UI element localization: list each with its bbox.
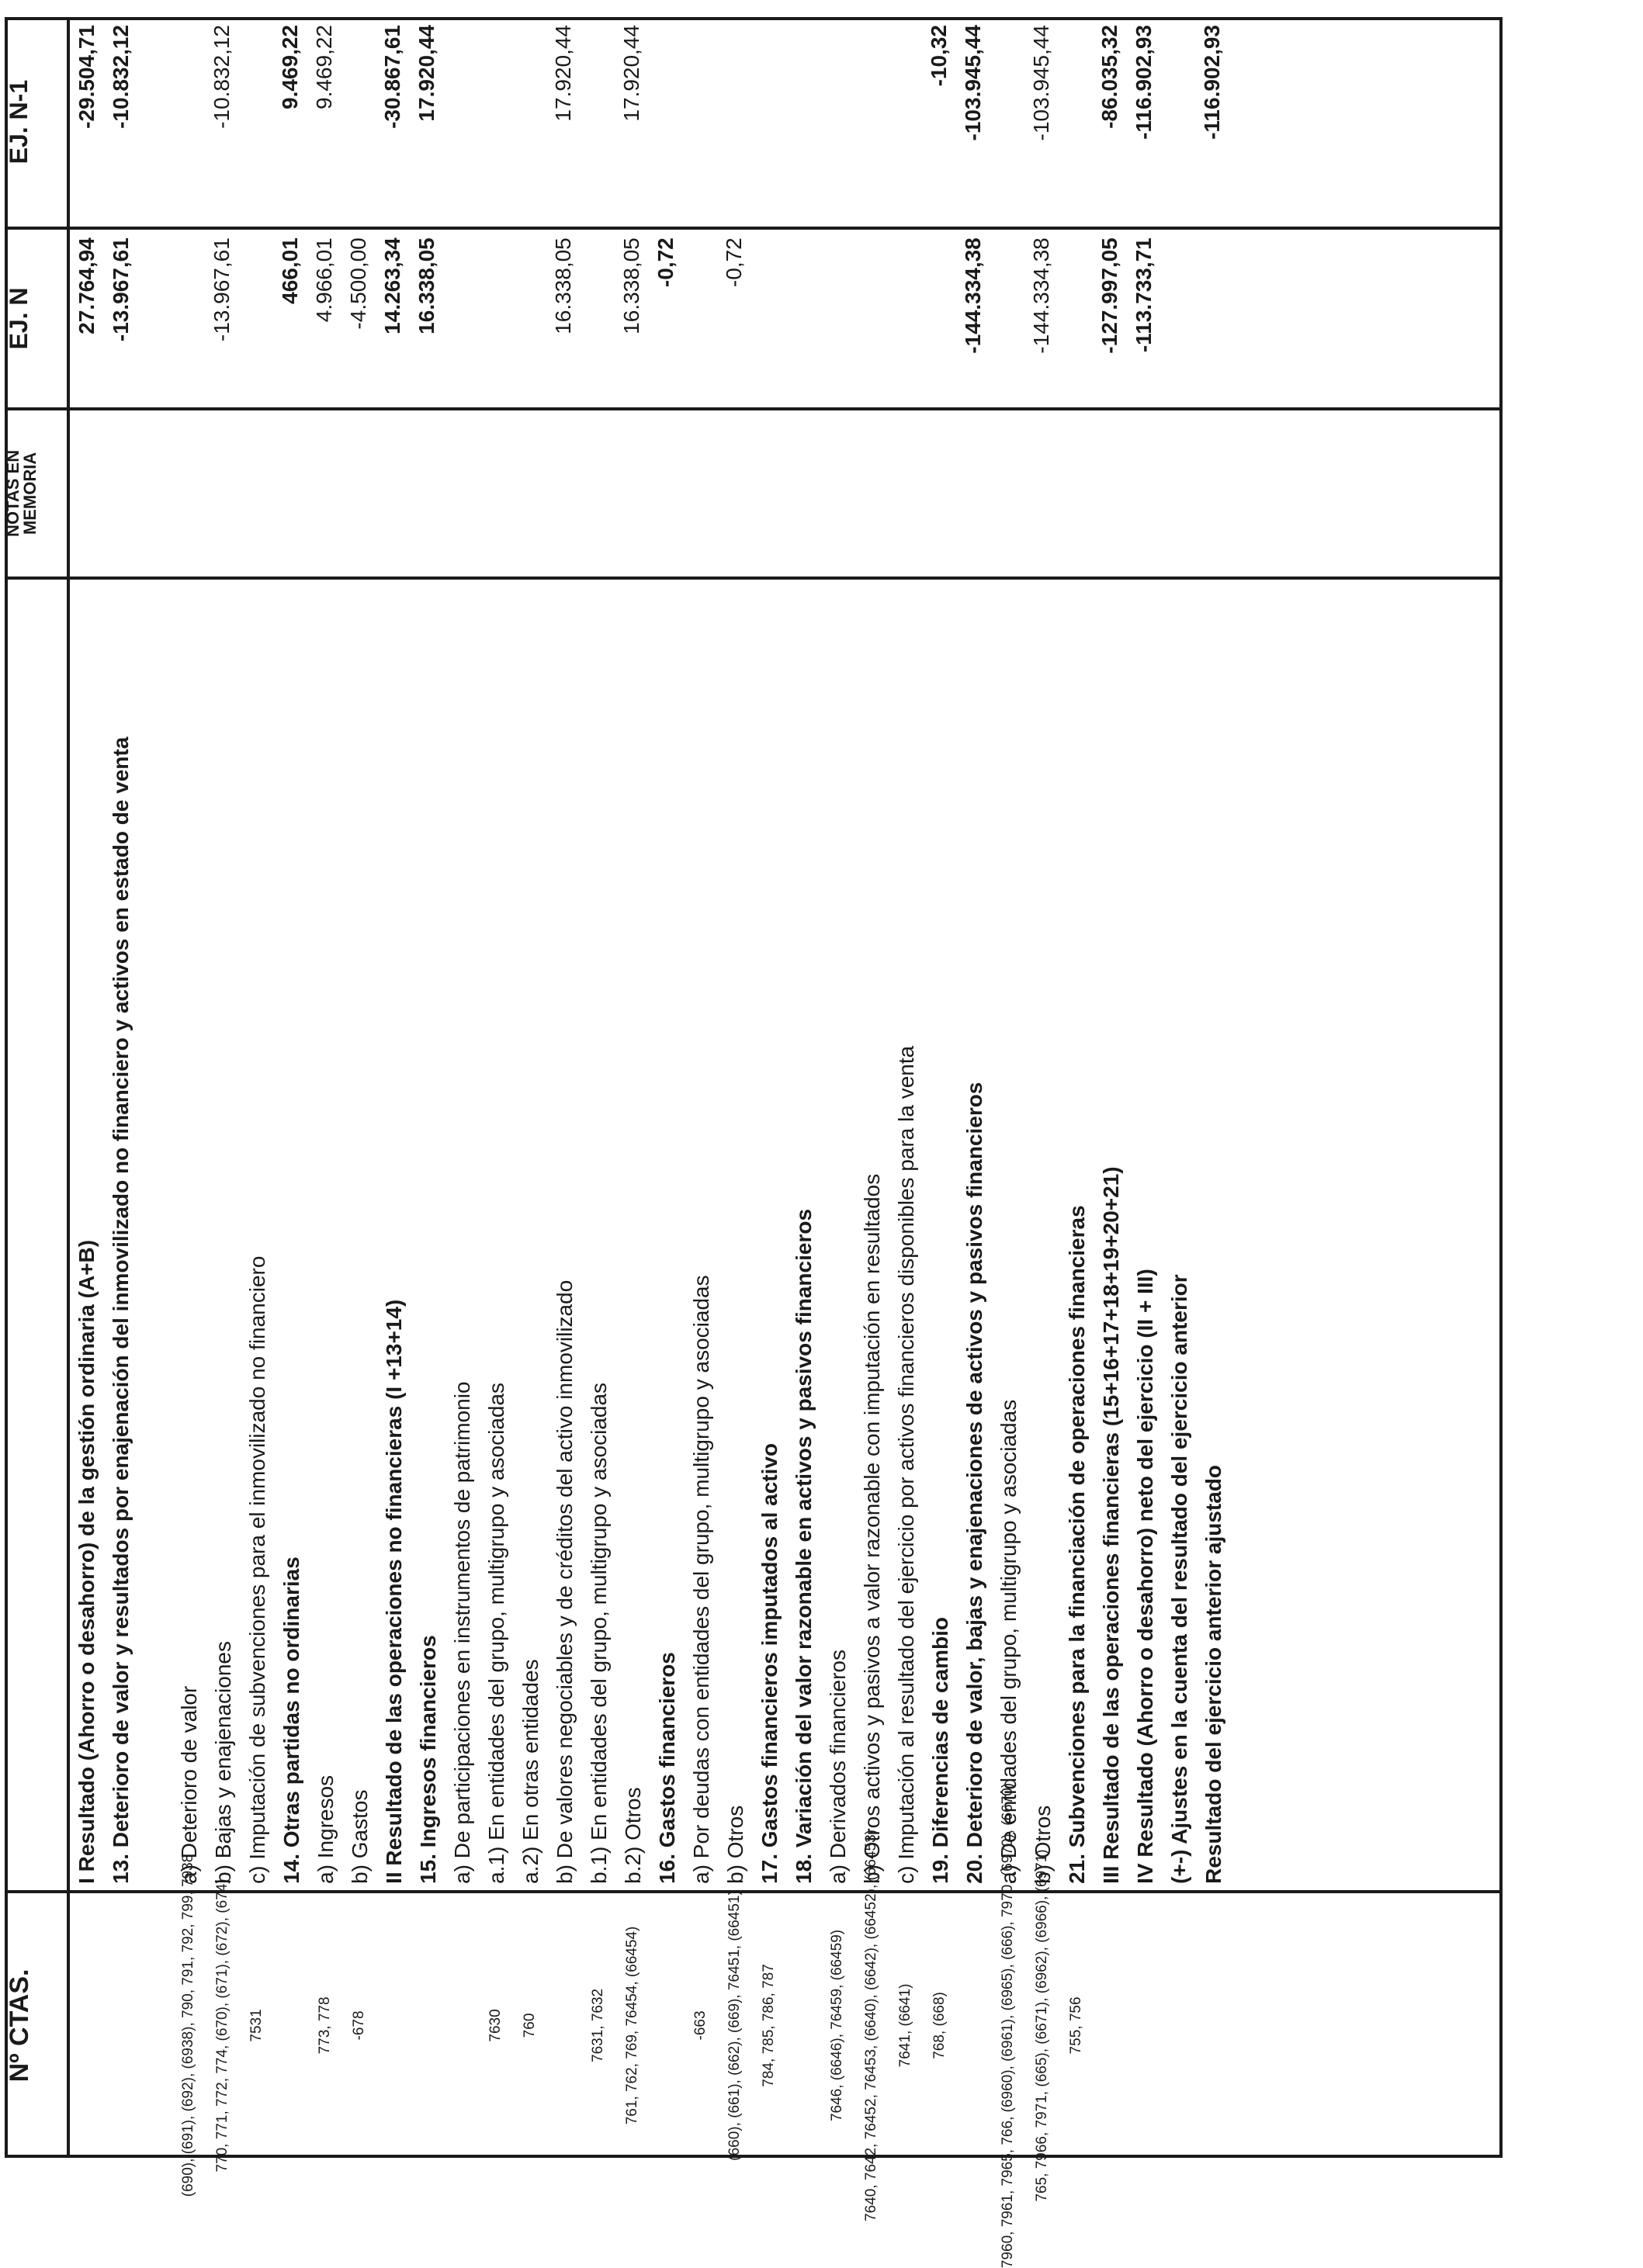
row-value-ej-n1 [785,17,820,227]
row-value-ej-n1 [512,17,546,227]
row-cuentas [956,1893,990,2158]
row-value-ej-n [922,230,956,407]
column-ej-n [68,228,1503,409]
row-cuentas: 7640, 7642, 76452, 76453, (6640), (6642), (66452), (66453) [862,1829,879,2221]
row-value-ej-n1 [1161,17,1195,227]
row-value-ej-n [751,230,785,407]
row-value-ej-n [854,230,888,407]
row-cuentas [410,1893,444,2158]
row-value-ej-n1 [990,17,1024,227]
row-value-ej-n1: -103.945,44 [1029,25,1053,141]
row-value-ej-n: -144.334,38 [961,237,985,354]
row-value-ej-n1 [478,17,512,227]
row-cuentas [1093,1893,1127,2158]
row-value-ej-n1: 9.469,22 [278,25,302,109]
row-value-ej-n: 4.966,01 [312,237,336,323]
row-value-ej-n [785,230,820,407]
column-concepto [68,578,1503,1892]
row-cuentas [1195,1893,1229,2158]
row-cuentas: -678 [350,2010,367,2041]
row-value-ej-n [1059,230,1093,407]
row-concepto: b) Otros [1031,1805,1055,1884]
row-cuentas: 784, 785, 786, 787 [760,1964,777,2087]
row-concepto: b) Gastos [348,1789,372,1884]
row-value-ej-n1: -10.832,12 [109,25,133,129]
row-concepto: 20. Deterioro de valor, bajas y enajenaciones de activos y pasivos financieros [962,1082,986,1884]
row-value-ej-n: -127.997,05 [1097,237,1121,354]
row-cuentas [376,1893,410,2158]
row-cuentas: (660), (661), (662), (669), 76451, (66451) [726,1890,743,2161]
row-value-ej-n [171,230,205,407]
row-cuentas: 7531 [248,2009,265,2042]
row-value-ej-n1 [1059,17,1093,227]
row-concepto: a) De participaciones en instrumentos de patrimonio [450,1381,474,1884]
row-concepto: b) Otros activos y pasivos a valor razonable con imputación en resultados [860,1173,884,1884]
row-value-ej-n1 [751,17,785,227]
column-ej-n1 [68,17,1503,228]
row-cuentas: 770, 771, 772, 774, (670), (671), (672), (674) [213,1878,231,2173]
row-value-ej-n: -0,72 [653,237,678,288]
row-value-ej-n: -113.733,71 [1132,237,1156,353]
row-concepto: a.2) En otras entidades [518,1659,542,1884]
row-concepto: b.2) Otros [621,1787,645,1884]
row-cuentas: 7646, (6646), 76459, (66459) [828,1929,845,2122]
row-cuentas: (690), (691), (692), (6938), 790, 791, 792, 799, 7938 [179,1854,196,2197]
row-value-ej-n1 [444,17,478,227]
row-cuentas: 7641, (6641) [896,1983,913,2068]
row-value-ej-n1 [683,17,717,227]
row-value-ej-n1 [888,17,922,227]
header-ej-n: EJ. N [5,228,68,409]
row-value-ej-n1: -30.867,61 [380,25,404,129]
row-value-ej-n: -144.334,38 [1029,237,1053,354]
row-concepto: (+-) Ajustes en la cuenta del resultado del ejercicio anterior [1167,1274,1191,1884]
row-cuentas [649,1893,683,2158]
row-concepto: I Resultado (Ahorro o desahorro) de la gestión ordinaria (A+B) [75,1239,99,1884]
row-concepto: III Resultado de las operaciones financieras (15+16+17+18+19+20+21) [1099,1166,1123,1884]
header-cuentas: Nº CTAS. [5,1892,68,2158]
row-value-ej-n: 466,01 [278,237,302,304]
row-value-ej-n: -13.967,61 [210,237,234,342]
row-value-ej-n [478,230,512,407]
row-value-ej-n1: -10.832,12 [210,25,234,129]
row-cuentas: 768, (668) [931,1992,948,2059]
row-concepto: 14. Otras partidas no ordinarias [279,1556,303,1884]
row-cuentas [785,1893,820,2158]
rotated-statement-table [3,17,1503,2268]
row-value-ej-n [820,230,854,407]
row-value-ej-n1: -86.035,32 [1097,25,1121,129]
row-concepto: a.1) En entidades del grupo, multigrupo y asociadas [484,1382,508,1884]
row-concepto: c) Imputación al resultado del ejercicio por activos financieros disponibles para la venta [894,1045,918,1884]
row-cuentas: 7960, 7961, 7965, 766, (6960), (6961), (6965), (666), 7970, (6970), (6670) [999,1782,1016,2268]
row-concepto: 19. Diferencias de cambio [928,1616,952,1884]
row-concepto: a) Ingresos [314,1775,338,1884]
row-value-ej-n [683,230,717,407]
row-concepto: 16. Gastos financieros [655,1652,679,1884]
row-value-ej-n1: -103.945,44 [961,25,985,141]
row-value-ej-n1: -29.504,71 [75,25,99,129]
row-cuentas [546,1893,581,2158]
row-value-ej-n: -13.967,61 [109,237,133,342]
row-value-ej-n: -0,72 [722,237,746,288]
row-value-ej-n1 [820,17,854,227]
row-cuentas: 765, 7966, 7971, (665), (6671), (6962), (6966), (6971) [1033,1849,1050,2202]
row-value-ej-n1: -116.902,93 [1200,25,1224,140]
row-cuentas: 7631, 7632 [589,1988,606,2062]
row-concepto: Resultado del ejercicio anterior ajustado [1201,1464,1225,1884]
row-value-ej-n: 16.338,05 [414,237,438,334]
row-cuentas: 761, 762, 769, 76454, (66454) [623,1926,640,2125]
row-value-ej-n1: 17.920,44 [551,25,575,122]
row-concepto: a) Deterioro de valor [177,1685,201,1884]
row-concepto: c) Imputación de subvenciones para el inmovilizado no financiero [245,1255,269,1884]
row-value-ej-n [512,230,546,407]
row-concepto: 17. Gastos financieros imputados al activo [757,1442,782,1884]
row-concepto: a) Por deudas con entidades del grupo, multigrupo y asociadas [689,1275,713,1884]
row-cuentas [104,1893,171,2158]
row-value-ej-n1 [171,17,205,227]
row-concepto: 15. Ingresos financieros [416,1635,440,1884]
row-value-ej-n1: -10,32 [927,25,951,87]
row-value-ej-n1: -116.902,93 [1132,25,1156,140]
row-value-ej-n [444,230,478,407]
row-cuentas: 7630 [487,2009,504,2042]
row-concepto: II Resultado de las operaciones no financieras (I +13+14) [382,1299,406,1884]
header-concepto [5,578,68,1892]
row-cuentas [1127,1893,1161,2158]
row-value-ej-n1 [239,17,273,227]
row-value-ej-n: 16.338,05 [551,237,575,334]
header-ej-n1: EJ. N-1 [5,17,68,228]
row-cuentas: -663 [692,2010,709,2041]
row-value-ej-n [990,230,1024,407]
row-cuentas [273,1893,307,2158]
row-value-ej-n1 [341,17,376,227]
row-value-ej-n: 27.764,94 [75,237,99,334]
row-cuentas [1161,1893,1195,2158]
row-concepto: 18. Variación del valor razonable en activos y pasivos financieros [792,1208,816,1884]
header-notas: NOTAS EN MEMORIA [5,409,68,578]
row-value-ej-n [1195,230,1229,407]
row-concepto: 21. Subvenciones para la financiación de operaciones financieras [1065,1205,1089,1884]
row-concepto: a) Derivados financieros [826,1649,850,1884]
row-cuentas [444,1893,478,2158]
row-value-ej-n1: 9.469,22 [312,25,336,109]
row-value-ej-n: 16.338,05 [619,237,643,334]
row-value-ej-n1: 17.920,44 [619,25,643,122]
row-concepto: b) Otros [723,1805,747,1884]
row-value-ej-n: 14.263,34 [380,237,404,334]
row-value-ej-n1 [649,17,683,227]
column-notas [68,409,1503,578]
row-value-ej-n [239,230,273,407]
row-cuentas: 773, 778 [316,1996,333,2055]
row-concepto: b.1) En entidades del grupo, multigrupo y asociadas [587,1382,611,1884]
row-value-ej-n [888,230,922,407]
row-value-ej-n1: 17.920,44 [414,25,438,122]
row-value-ej-n [1161,230,1195,407]
row-cuentas [70,1893,104,2158]
row-value-ej-n1 [854,17,888,227]
row-value-ej-n1 [717,17,751,227]
row-value-ej-n: -4.500,00 [346,237,370,330]
row-concepto: b) Bajas y enajenaciones [211,1641,235,1884]
row-value-ej-n [581,230,615,407]
row-concepto: IV Resultado (Ahorro o desahorro) neto del ejercicio (II + III) [1133,1269,1157,1884]
row-concepto: b) De valores negociables y de créditos del activo inmovilizado [553,1279,577,1884]
row-cuentas: 760 [521,2013,538,2038]
row-concepto: a) De entidades del grupo, multigrupo y asociadas [997,1399,1021,1884]
row-concepto: 13. Deterioro de valor y resultados por enajenación del inmovilizado no financiero y activos en estado de venta [109,736,133,1884]
row-cuentas: 755, 756 [1067,1996,1084,2055]
row-value-ej-n1 [581,17,615,227]
